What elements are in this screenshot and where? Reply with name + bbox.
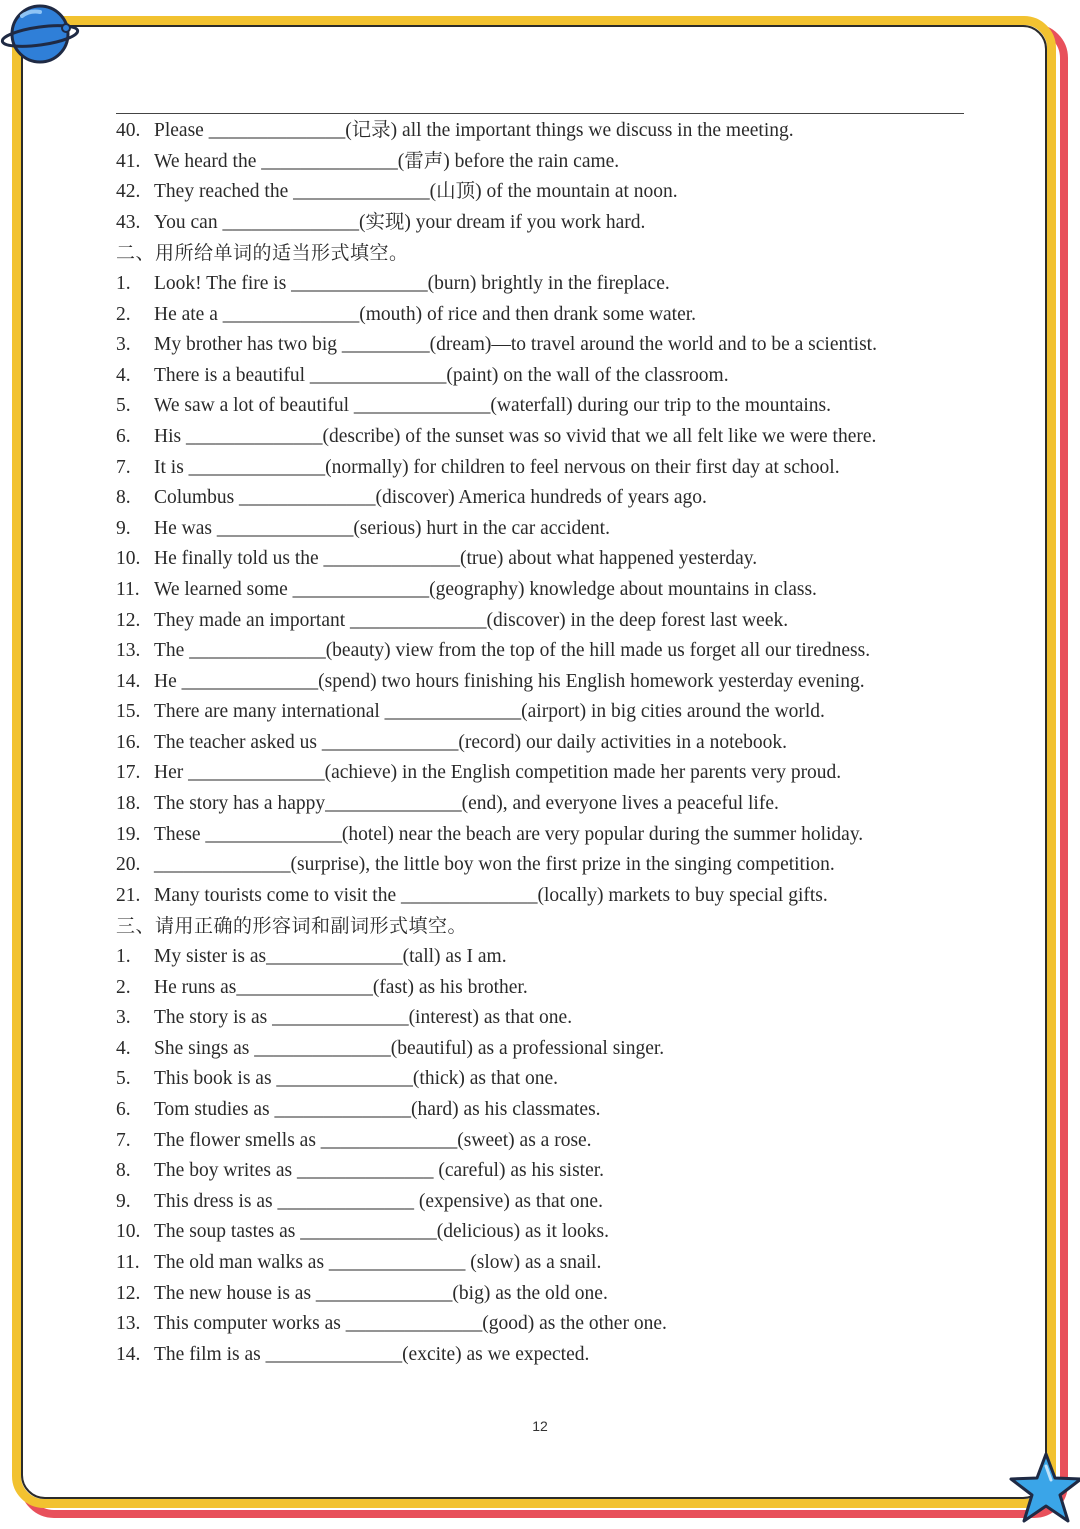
exercise-text: These ______________(hotel) near the beach are very popular during the summer holiday. [154, 823, 864, 845]
exercise-item [116, 636, 976, 667]
exercise-text: There is a beautiful ______________(paint) on the wall of the classroom. [154, 364, 729, 386]
exercise-text: There are many international ______________(airport) in big cities around the world. [154, 701, 825, 723]
exercise-text: The soup tastes as ______________(delicious) as it looks. [154, 1221, 609, 1243]
exercise-number: 1. [116, 946, 131, 968]
worksheet-content [116, 116, 976, 1370]
exercise-text: It is ______________(normally) for children to feel nervous on their first day at school. [154, 456, 840, 478]
exercise-text: Please ______________(记录) all the important things we discuss in the meeting. [154, 120, 794, 141]
exercise-number: 4. [116, 1037, 131, 1059]
exercise-item [116, 208, 976, 239]
exercise-item [116, 1095, 976, 1126]
exercise-item [116, 544, 976, 575]
exercise-text: The old man walks as ______________ (slow) as a snail. [154, 1251, 602, 1273]
exercise-item [116, 758, 976, 789]
exercise-text: Tom studies as ______________(hard) as his classmates. [154, 1099, 601, 1120]
exercise-number: 3. [116, 334, 131, 356]
exercise-section3-list [116, 942, 976, 1370]
exercise-item [116, 1309, 976, 1340]
exercise-number: 14. [116, 670, 141, 692]
exercise-item [116, 881, 976, 912]
exercise-number: 12. [116, 609, 141, 631]
exercise-text: He was ______________(serious) hurt in the car accident. [154, 517, 610, 539]
exercise-text: The teacher asked us ______________(record) our daily activities in a notebook. [154, 731, 788, 753]
exercise-number: 13. [116, 1313, 141, 1335]
exercise-number: 12. [116, 1282, 141, 1304]
header-rule [116, 113, 964, 114]
exercise-number: 7. [116, 1129, 131, 1151]
exercise-text: We learned some ______________(geography) knowledge about mountains in class. [154, 578, 817, 600]
exercise-text: ______________(surprise), the little boy won the first prize in the singing competition. [154, 854, 835, 876]
exercise-item [116, 177, 976, 208]
exercise-number: 43. [116, 211, 141, 233]
exercise-item [116, 1217, 976, 1248]
exercise-number: 40. [116, 120, 141, 141]
exercise-number: 8. [116, 487, 131, 509]
exercise-item [116, 575, 976, 606]
exercise-number: 41. [116, 150, 141, 172]
exercise-item [116, 1248, 976, 1279]
exercise-number: 13. [116, 640, 141, 662]
exercise-text: We saw a lot of beautiful ______________(waterfall) during our trip to the mountains. [154, 395, 831, 417]
exercise-item [116, 1126, 976, 1157]
exercise-item [116, 422, 976, 453]
exercise-text: The boy writes as ______________ (careful) as his sister. [154, 1160, 605, 1182]
exercise-text: They made an important ______________(discover) in the deep forest last week. [154, 609, 789, 631]
exercise-text: The ______________(beauty) view from the top of the hill made us forget all our tiredness. [154, 640, 871, 662]
exercise-number: 17. [116, 762, 141, 784]
exercise-text: He finally told us the ______________(true) about what happened yesterday. [154, 548, 758, 570]
exercise-text: The story has a happy______________(end), and everyone lives a peaceful life. [154, 793, 779, 815]
exercise-item [116, 1156, 976, 1187]
exercise-number: 11. [116, 578, 140, 600]
exercise-item [116, 483, 976, 514]
exercise-text: Many tourists come to visit the ______________(locally) markets to buy special gifts. [154, 884, 828, 906]
exercise-text: Her ______________(achieve) in the English competition made her parents very proud. [154, 762, 842, 784]
exercise-item [116, 606, 976, 637]
exercise-number: 8. [116, 1160, 131, 1182]
exercise-number: 20. [116, 854, 141, 876]
exercise-text: My sister is as______________(tall) as I am. [154, 946, 507, 968]
section2-heading: 二、用所给单词的适当形式填空。 [116, 242, 409, 265]
exercise-number: 5. [116, 395, 131, 417]
exercise-item [116, 1003, 976, 1034]
star-icon [1006, 1450, 1080, 1528]
exercise-item [116, 1340, 976, 1371]
exercise-number: 2. [116, 303, 131, 325]
exercise-number: 15. [116, 701, 141, 723]
exercise-text: You can ______________(实现) your dream if you work hard. [154, 211, 646, 233]
exercise-item [116, 1064, 976, 1095]
exercise-text: This book is as ______________(thick) as that one. [154, 1068, 559, 1090]
exercise-item [116, 391, 976, 422]
exercise-item [116, 697, 976, 728]
exercise-text: The story is as ______________(interest) as that one. [154, 1007, 573, 1029]
exercise-text: He runs as______________(fast) as his brother. [154, 976, 528, 998]
exercise-number: 4. [116, 364, 131, 386]
exercise-text: This computer works as ______________(good) as the other one. [154, 1313, 667, 1335]
exercise-number: 14. [116, 1343, 141, 1365]
exercise-number: 9. [116, 1190, 131, 1212]
page-number: 12 [532, 1418, 548, 1434]
exercise-item [116, 667, 976, 698]
exercise-text: His ______________(describe) of the sunset was so vivid that we all felt like we were there. [154, 425, 877, 447]
planet-icon [0, 0, 82, 72]
exercise-number: 42. [116, 181, 141, 203]
exercise-text: The film is as ______________(excite) as we expected. [154, 1343, 590, 1365]
exercise-number: 9. [116, 517, 131, 539]
exercise-number: 21. [116, 884, 141, 906]
exercise-item [116, 1279, 976, 1310]
exercise-number: 10. [116, 1221, 141, 1243]
exercise-number: 2. [116, 976, 131, 998]
exercise-number: 10. [116, 548, 141, 570]
exercise-number: 18. [116, 793, 141, 815]
exercise-item [116, 116, 976, 147]
exercise-text: We heard the ______________(雷声) before the rain came. [154, 150, 620, 172]
exercise-item [116, 1034, 976, 1065]
exercise-item [116, 973, 976, 1004]
exercise-item [116, 850, 976, 881]
exercise-number: 11. [116, 1251, 140, 1273]
exercise-number: 1. [116, 272, 131, 294]
exercise-item [116, 1187, 976, 1218]
exercise-part1-list [116, 116, 976, 238]
exercise-number: 6. [116, 425, 131, 447]
exercise-item [116, 942, 976, 973]
exercise-section2-list [116, 269, 976, 911]
exercise-item [116, 147, 976, 178]
exercise-text: Columbus ______________(discover) America hundreds of years ago. [154, 487, 707, 509]
exercise-item [116, 728, 976, 759]
exercise-text: This dress is as ______________ (expensive) as that one. [154, 1190, 603, 1212]
exercise-item [116, 789, 976, 820]
exercise-number: 6. [116, 1099, 131, 1120]
exercise-text: He ______________(spend) two hours finishing his English homework yesterday evening. [154, 670, 865, 692]
exercise-item [116, 300, 976, 331]
exercise-item [116, 330, 976, 361]
exercise-text: The new house is as ______________(big) as the old one. [154, 1282, 608, 1304]
exercise-text: My brother has two big _________(dream)—to travel around the world and to be a scientist. [154, 334, 877, 356]
exercise-number: 19. [116, 823, 141, 845]
exercise-item [116, 514, 976, 545]
exercise-text: They reached the ______________(山顶) of the mountain at noon. [154, 181, 678, 203]
exercise-number: 16. [116, 731, 141, 753]
exercise-number: 3. [116, 1007, 131, 1029]
exercise-item [116, 269, 976, 300]
exercise-number: 5. [116, 1068, 131, 1090]
exercise-item [116, 453, 976, 484]
section3-heading: 三、请用正确的形容词和副词形式填空。 [116, 915, 468, 938]
exercise-item [116, 820, 976, 851]
exercise-text: She sings as ______________(beautiful) as a professional singer. [154, 1037, 665, 1059]
exercise-item [116, 361, 976, 392]
exercise-text: Look! The fire is ______________(burn) brightly in the fireplace. [154, 272, 670, 294]
exercise-text: The flower smells as ______________(sweet) as a rose. [154, 1129, 592, 1151]
exercise-text: He ate a ______________(mouth) of rice and then drank some water. [154, 303, 697, 325]
exercise-number: 7. [116, 456, 131, 478]
